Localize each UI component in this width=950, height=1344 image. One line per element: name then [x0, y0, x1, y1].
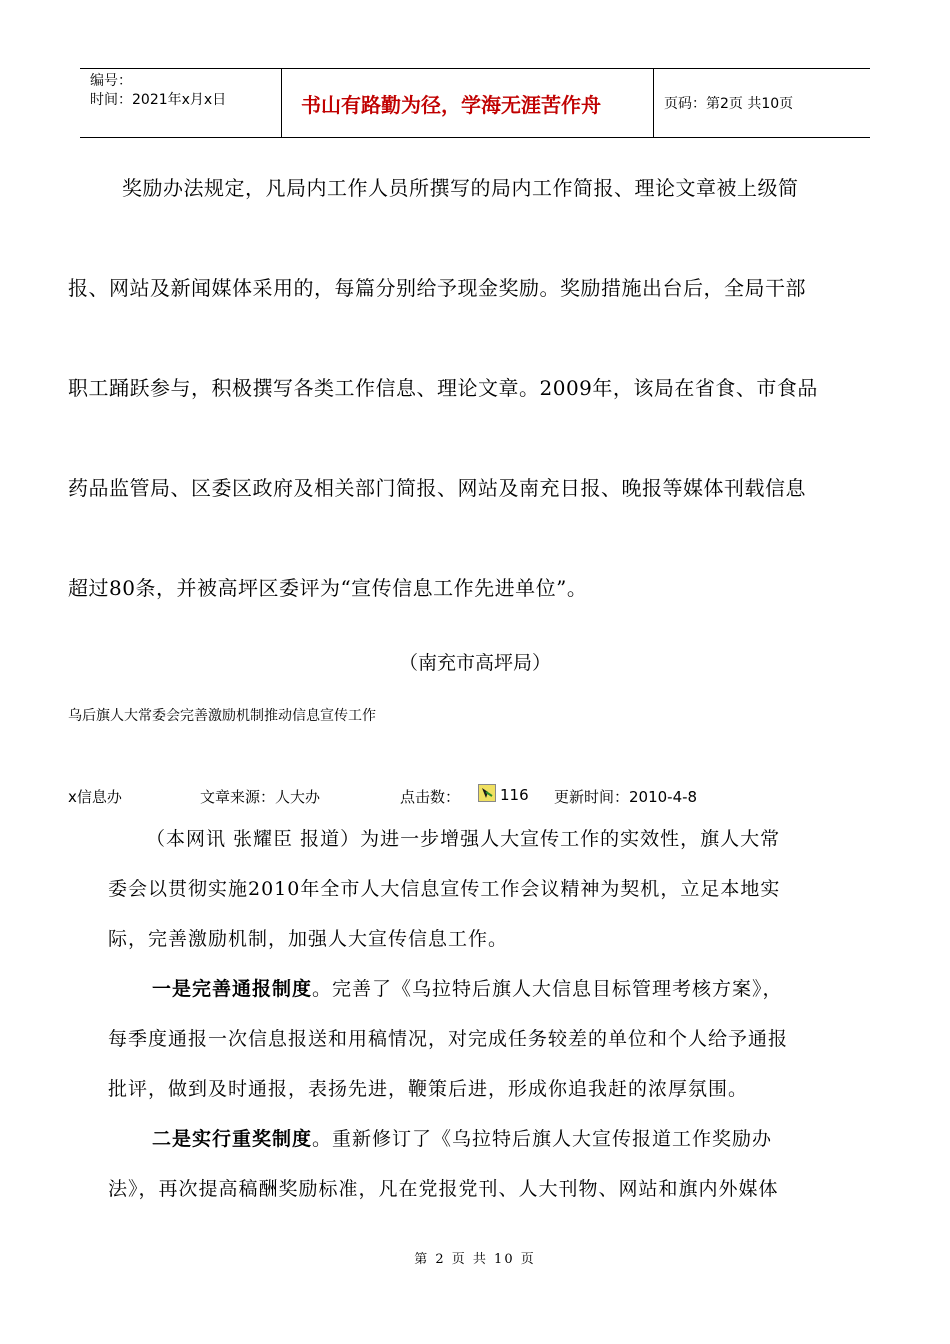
point2-line: [108, 1124, 868, 1151]
article-meta-row: [68, 784, 888, 808]
point2-text: 。重新修订了《乌拉特后旗人大宣传报道工作奖励办: [312, 1128, 773, 1150]
meta-author: x信息办: [68, 788, 122, 806]
point2-line: 法》，再次提高稿酬奖励标准，凡在党报党刊、人大刊物、网站和旗内外媒体: [108, 1178, 779, 1200]
document-header: [80, 68, 870, 138]
point1-line: 每季度通报一次信息报送和用稿情况，对完成任务较差的单位和个人给予通报: [108, 1028, 789, 1050]
meta-source: 文章来源：人大办: [200, 788, 321, 806]
article1-line: 报、网站及新闻媒体采用的，每篇分别给予现金奖励。奖励措施出台后，全局干部: [68, 276, 806, 300]
page-info: 页码：第2页 共10页: [664, 96, 794, 112]
point2-lead: 二是实行重奖制度: [152, 1128, 313, 1150]
article1-line: 超过80条，并被高坪区委评为“宣传信息工作先进单位”。: [68, 576, 588, 600]
point1-lead: 一是完善通报制度: [152, 978, 313, 1000]
meta-hits-value: 116: [500, 786, 529, 804]
hits-icon: [478, 784, 496, 802]
article1-source: （南充市高坪局）: [398, 652, 551, 674]
meta-hits-label: 点击数：: [400, 788, 461, 806]
article1-line: 职工踊跃参与，积极撰写各类工作信息、理论文章。2009年，该局在省食、市食品: [68, 376, 818, 400]
article1-line: 奖励办法规定，凡局内工作人员所撰写的局内工作简报、理论文章被上级简: [122, 176, 799, 200]
header-left-cell: [80, 69, 282, 137]
point1-text: 。完善了《乌拉特后旗人大信息目标管理考核方案》，: [312, 978, 783, 1000]
page-footer: 第 2 页 共 10 页: [414, 1252, 536, 1267]
meta-updated: 更新时间：2010-4-8: [554, 788, 698, 806]
article2-line: 际，完善激励机制，加强人大宣传信息工作。: [108, 928, 509, 950]
point1-line: [108, 974, 868, 1001]
number-label: 编号：: [90, 73, 132, 89]
article1-line: 药品监管局、区委区政府及相关部门简报、网站及南充日报、晚报等媒体刊载信息: [68, 476, 806, 500]
point1-line: 批评，做到及时通报，表扬先进，鞭策后进，形成你追我赶的浓厚氛围。: [108, 1078, 749, 1100]
article2-title: 乌后旗人大常委会完善激励机制推动信息宣传工作: [68, 708, 376, 724]
motto: 书山有路勤为径，学海无涯苦作舟: [282, 69, 654, 137]
article2-line: （本网讯 张耀臣 报道）为进一步增强人大宣传工作的实效性，旗人大常: [146, 828, 781, 850]
time-label: 时间：2021年x月x日: [90, 92, 227, 108]
article2-line: 委会以贯彻实施2010年全市人大信息宣传工作会议精神为契机，立足本地实: [108, 878, 781, 900]
